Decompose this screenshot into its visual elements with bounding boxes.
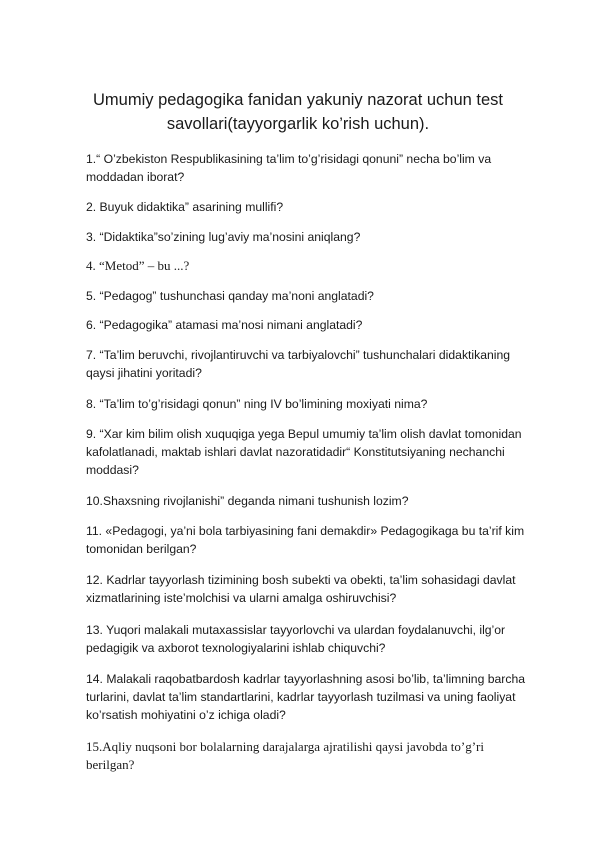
question-1	[86, 150, 546, 186]
question-14	[86, 670, 546, 724]
question-line: 9. “Xar kim bilim olish xuquqiga yega Bepul umumiy ta’lim olish davlat tomonidan	[86, 427, 522, 441]
question-line: 15.Aqliy nuqsoni bor bolalarning darajalarga ajratilishi qaysi javobda to’g’ri	[86, 739, 484, 754]
question-line: 2. Buyuk didaktika” asarining mullifi?	[86, 200, 284, 214]
question-15	[86, 738, 546, 774]
question-12	[86, 571, 546, 607]
question-line: 6. “Pedagogika” atamasi ma’nosi nimani anglatadi?	[86, 318, 363, 332]
title-line-1: Umumiy pedagogika fanidan yakuniy nazorat uchun test	[93, 91, 503, 109]
question-6	[86, 316, 546, 334]
question-5	[86, 287, 546, 305]
question-8	[86, 395, 546, 413]
question-3	[86, 228, 546, 246]
question-line: moddadan iborat?	[86, 170, 185, 184]
question-line: 4. “Metod” – bu ...?	[86, 258, 190, 273]
question-13	[86, 621, 546, 657]
question-line: 8. “Ta’lim to’g’risidagi qonun” ning IV bo’limining moxiyati nima?	[86, 397, 428, 411]
question-line: 11. «Pedagogi, ya’ni bola tarbiyasining fani demakdir» Pedagogikaga bu ta’rif kim	[86, 524, 525, 538]
question-line: 5. “Pedagog” tushunchasi qanday ma’noni anglatadi?	[86, 289, 374, 303]
title-line-2: savollari(tayyorgarlik ko’rish uchun).	[166, 115, 430, 133]
question-line: 13. Yuqori malakali mutaxassislar tayyorlovchi va ulardan foydalanuvchi, ilg’or	[86, 623, 506, 637]
question-7	[86, 346, 546, 382]
question-2	[86, 198, 546, 216]
question-line: xizmatlarining iste’molchisi va ularni amalga oshiruvchisi?	[86, 591, 397, 605]
question-line: 1.“ O’zbekiston Respublikasining ta’lim to’g’risidagi qonuni” necha bo’lim va	[86, 152, 492, 166]
question-line: moddasi?	[86, 463, 139, 477]
question-line: 12. Kadrlar tayyorlash tizimining bosh subekti va obekti, ta’lim sohasidagi davlat	[86, 573, 516, 587]
question-line: berilgan?	[86, 757, 135, 772]
question-line: 14. Malakali raqobatbardosh kadrlar tayyorlashning asosi bo’lib, ta’limning barcha	[86, 672, 525, 686]
question-line: turlarini, davlat ta’lim standartlarini, kadrlar tayyorlash tuzilmasi va uning faoliyat	[86, 690, 516, 704]
question-line: 7. “Ta’lim beruvchi, rivojlantiruvchi va tarbiyalovchi” tushunchalari didaktikaning	[86, 348, 511, 362]
question-9	[86, 425, 546, 479]
question-line: 3. “Didaktika”so’zining lug’aviy ma’nosini aniqlang?	[86, 230, 361, 244]
question-11	[86, 522, 546, 558]
question-4	[86, 257, 546, 275]
question-line: kafolatlanadi, maktab ishlari davlat nazoratidadir“ Konstitutsiyaning nechanchi	[86, 445, 505, 459]
question-line: 10.Shaxsning rivojlanishi” deganda nimani tushunish lozim?	[86, 494, 409, 508]
question-line: pedagigik va axborot texnologiyalarini ishlab chiquvchi?	[86, 641, 386, 655]
question-line: ko’rsatish mohiyatini o’z ichiga oladi?	[86, 708, 286, 722]
question-line: tomonidan berilgan?	[86, 542, 197, 556]
question-10	[86, 492, 546, 510]
document-title	[80, 88, 516, 136]
question-line: qaysi jihatini yoritadi?	[86, 366, 202, 380]
